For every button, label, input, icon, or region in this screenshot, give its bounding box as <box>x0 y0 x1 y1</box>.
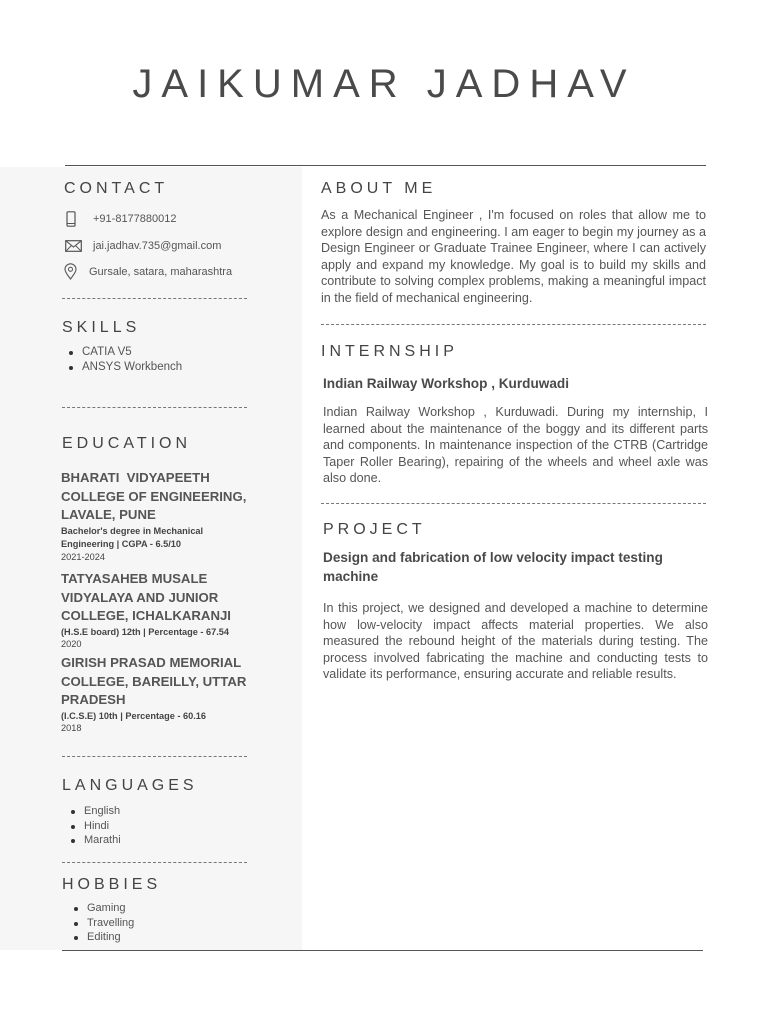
list-item: Travelling <box>66 916 134 931</box>
education-entry <box>61 570 291 650</box>
list-item: Hindi <box>63 819 121 834</box>
footer-divider <box>62 950 703 951</box>
list-item: English <box>63 804 121 819</box>
education-entry <box>61 654 291 734</box>
school-name-line: VIDYALAYA AND JUNIOR <box>61 589 219 605</box>
sidebar-divider <box>62 862 247 863</box>
contact-phone <box>66 211 177 227</box>
contact-email <box>65 240 221 252</box>
degree-line: (I.C.S.E) 10th | Percentage - 60.16 <box>61 710 207 721</box>
sidebar-divider <box>62 756 247 757</box>
education-year: 2021-2024 <box>61 551 105 562</box>
mail-icon <box>65 240 82 252</box>
header-divider <box>65 165 706 166</box>
project-title: Design and fabrication of low velocity impact testing machine <box>323 550 663 584</box>
languages-list <box>63 804 121 848</box>
degree <box>61 525 291 552</box>
degree <box>61 626 291 640</box>
address-text: Gursale, satara, maharashtra <box>89 265 233 278</box>
internship-company: Indian Railway Workshop , Kurduwadi <box>323 376 569 391</box>
list-item: ANSYS Workbench <box>61 360 182 375</box>
degree-line: Bachelor's degree in Mechanical <box>61 525 204 536</box>
school-name <box>61 654 291 710</box>
list-item: Gaming <box>66 901 134 916</box>
education-year: 2020 <box>61 639 82 649</box>
sidebar-divider <box>62 407 247 408</box>
project-heading: PROJECT <box>323 521 426 538</box>
education-entry <box>61 469 291 563</box>
email-text: jai.jadhav.735@gmail.com <box>93 240 222 252</box>
school-name-line: GIRISH PRASAD MEMORIAL <box>61 655 242 670</box>
list-item: Editing <box>66 930 134 945</box>
phone-icon <box>66 211 76 227</box>
project-text: In this project, we designed and developed a machine to determine how low-velocity impact affects material properties. We also measured the rebound height of the materials during testing. The process involved fabricating the machine and conducting tests to validate its performance, ensuring accurate and reliable results. <box>323 601 708 681</box>
section-divider <box>321 324 706 325</box>
school-name-line: TATYASAHEB MUSALE <box>61 571 208 586</box>
school-name-line: COLLEGE, ICHALKARANJI <box>61 608 231 623</box>
section-divider <box>321 503 706 504</box>
contact-heading: CONTACT <box>64 180 169 197</box>
school-name-line: COLLEGE, BAREILLY, UTTAR <box>61 673 247 689</box>
school-name-line: PRADESH <box>61 692 126 707</box>
school-name-line: BHARATI VIDYAPEETH <box>61 470 210 485</box>
about-heading: ABOUT ME <box>321 180 437 197</box>
internship-heading: INTERNSHIP <box>321 343 458 360</box>
skills-list <box>61 345 182 375</box>
school-name <box>61 570 291 626</box>
degree <box>61 710 291 724</box>
school-name <box>61 469 291 525</box>
about-text: As a Mechanical Engineer , I'm focused on roles that allow me to explore design and engineering. I am eager to begin my journey as a Design Engineer or Graduate Trainee Engineer, where I can actively apply and expand my knowledge. My goal is to build my skills and contribute to solving complex problems, making a meaningful impact in the field of mechanical engineering. <box>321 208 706 305</box>
resume-name: JAIKUMAR JADHAV <box>132 62 636 106</box>
phone-text: +91-8177880012 <box>93 213 177 225</box>
education-year: 2018 <box>61 723 82 733</box>
degree-line: Engineering | CGPA - 6.5/10 <box>61 539 181 549</box>
degree-line: (H.S.E board) 12th | Percentage - 67.54 <box>61 626 229 637</box>
list-item: Marathi <box>63 833 121 848</box>
skills-heading: SKILLS <box>62 319 141 336</box>
list-item: CATIA V5 <box>61 345 182 360</box>
sidebar-divider <box>62 298 247 299</box>
location-pin-icon <box>64 263 77 280</box>
hobbies-heading: HOBBIES <box>62 876 162 893</box>
contact-address <box>64 263 232 280</box>
school-name-line: COLLEGE OF ENGINEERING, <box>61 488 247 504</box>
school-name-line: LAVALE, PUNE <box>61 507 156 522</box>
languages-heading: LANGUAGES <box>62 777 198 794</box>
education-heading: EDUCATION <box>62 435 192 452</box>
hobbies-list <box>66 901 134 945</box>
internship-text: Indian Railway Workshop , Kurduwadi. During my internship, I learned about the maintenance of the boggy and its different parts and components. In maintenance inspection of the CTRB (Cartridge Taper Roller Bearing), repairing of the wheels and wheel axle was also done. <box>323 405 708 485</box>
